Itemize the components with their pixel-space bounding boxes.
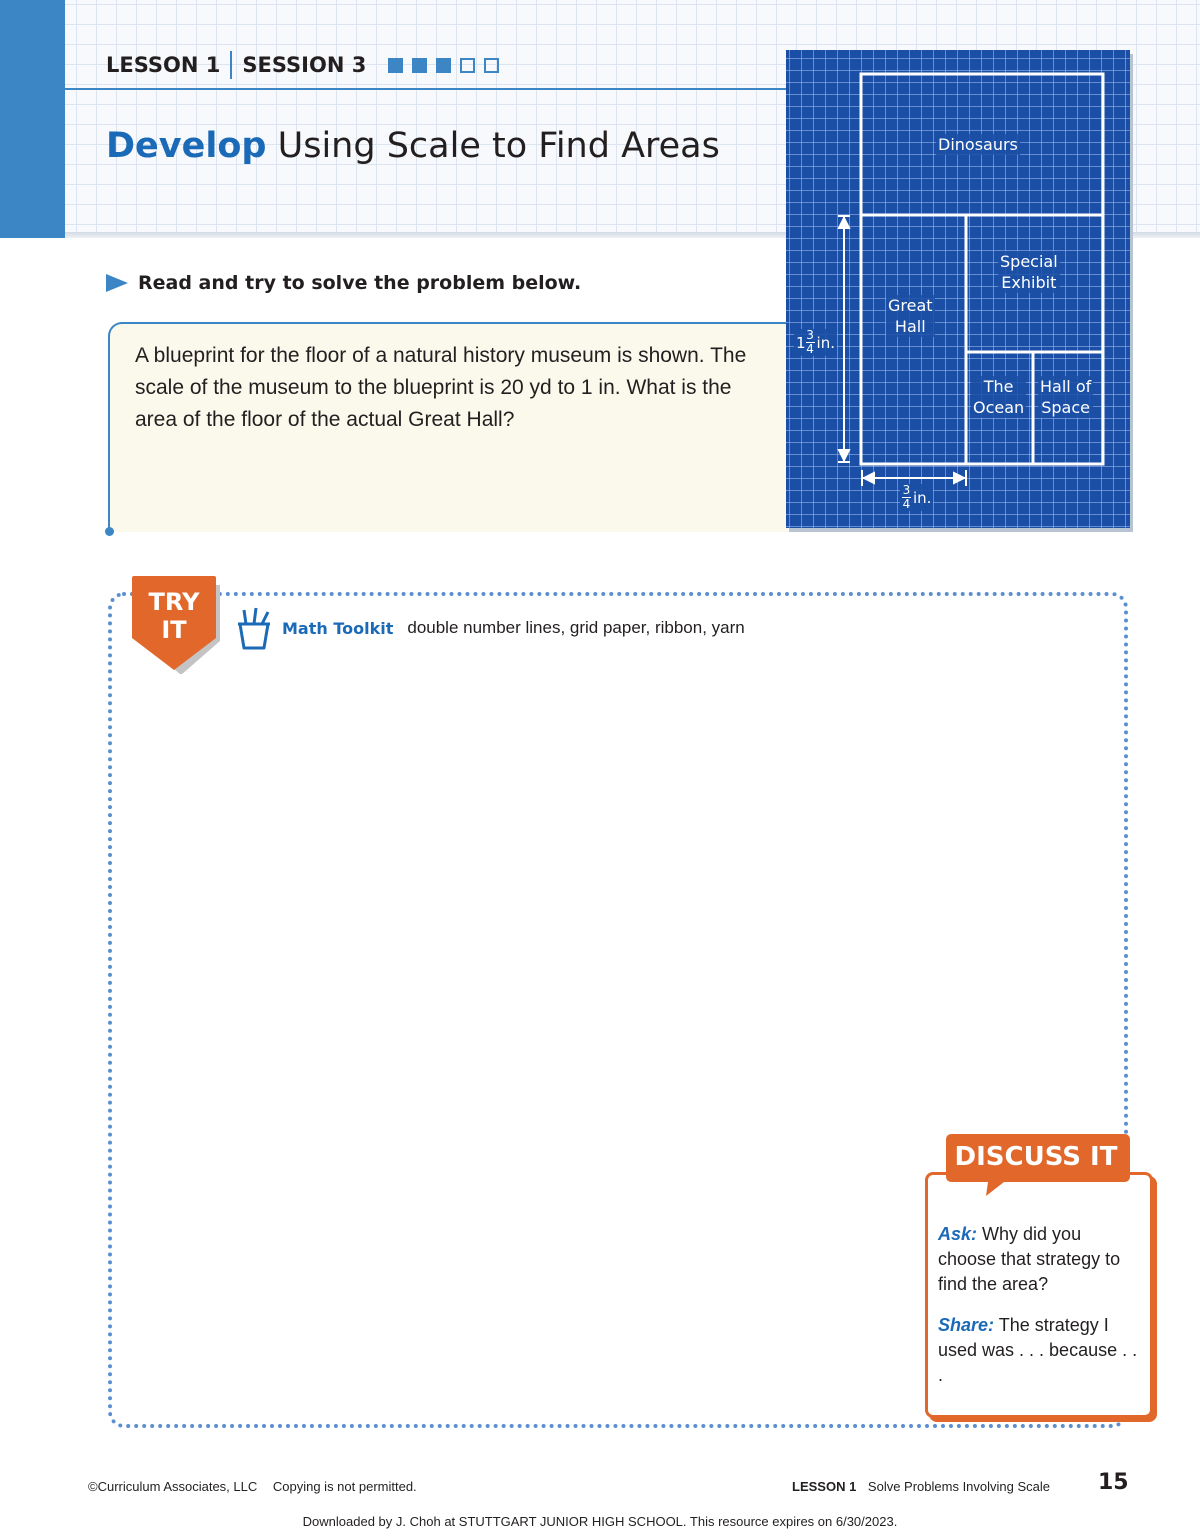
problem-text: A blueprint for the floor of a natural history museum is shown. The scale of the museum to the blueprint is 20 yd to 1 in. What is the area of the floor of the actual Great Hall? [135, 344, 747, 431]
share-text: The strategy I used was . . . because . . . [938, 1315, 1138, 1385]
progress-square-empty [460, 58, 475, 73]
title-rest: Using Scale to Find Areas [277, 126, 720, 166]
header-rule [65, 88, 787, 90]
room-label-special-exhibit: Special Exhibit [1000, 252, 1058, 292]
copy-note: Copying is not permitted. [272, 1479, 417, 1494]
session-label: SESSION 3 [242, 53, 367, 77]
arrow-left-icon [864, 473, 874, 483]
copyright-text: ©Curriculum Associates, LLC [88, 1479, 258, 1494]
share-label: Share: [938, 1315, 995, 1335]
divider [230, 51, 232, 79]
progress-square-filled [412, 58, 427, 73]
download-note: Downloaded by J. Choh at STUTTGART JUNIOR HIGH SCHOOL. This resource expires on 6/30/2023. [302, 1514, 898, 1529]
toolkit-items: double number lines, grid paper, ribbon, yarn [407, 618, 745, 637]
arrow-up-icon [839, 218, 849, 228]
width-fraction: $\frac{3}{4}$ [902, 483, 911, 511]
arrow-right-icon [106, 274, 128, 292]
footer-copyright [88, 1479, 417, 1494]
footer-lesson-title: Solve Problems Involving Scale [867, 1479, 1051, 1494]
arrow-right-icon [954, 473, 964, 483]
title-bold-word: Develop [106, 126, 267, 166]
ask-label: Ask: [938, 1224, 978, 1244]
room-label-the-ocean: The Ocean [973, 377, 1025, 417]
try-it-label: TRY IT [148, 588, 200, 644]
arrow-down-icon [839, 450, 849, 460]
footer-lesson [792, 1479, 1050, 1494]
progress-square-filled [388, 58, 403, 73]
toolkit-title: Math Toolkit [282, 618, 394, 638]
problem-line-dot [105, 527, 114, 536]
instruction [106, 272, 581, 294]
left-color-tab [0, 0, 65, 238]
math-toolkit [236, 606, 745, 650]
ask-prompt [938, 1222, 1138, 1297]
blueprint-lines [786, 50, 1130, 528]
museum-blueprint [786, 50, 1130, 528]
lesson-session-line [106, 51, 499, 79]
progress-square-empty [484, 58, 499, 73]
session-progress [388, 58, 499, 73]
ask-text: Why did you choose that strategy to find the area? [938, 1224, 1121, 1294]
progress-square-filled [436, 58, 451, 73]
page-title [106, 126, 720, 166]
height-dimension-label: 1 $\frac{3}{4}$ in. [796, 328, 835, 356]
footer-lesson-label: LESSON 1 [792, 1479, 857, 1494]
pencil-cup-icon [236, 606, 272, 650]
height-fraction: $\frac{3}{4}$ [806, 328, 814, 356]
room-label-hall-of-space: Hall of Space [1040, 377, 1092, 417]
room-label-dinosaurs: Dinosaurs [938, 135, 1018, 154]
discuss-prompts [938, 1222, 1138, 1388]
width-dimension-label: $\frac{3}{4}$ in. [900, 484, 933, 511]
room-label-great-hall: Great Hall [888, 296, 933, 336]
lesson-label: LESSON 1 [106, 53, 221, 77]
instruction-text: Read and try to solve the problem below. [138, 272, 582, 294]
discuss-it-title: DISCUSS IT [954, 1142, 1118, 1172]
share-prompt [938, 1313, 1138, 1388]
page-number: 15 [1098, 1470, 1129, 1495]
